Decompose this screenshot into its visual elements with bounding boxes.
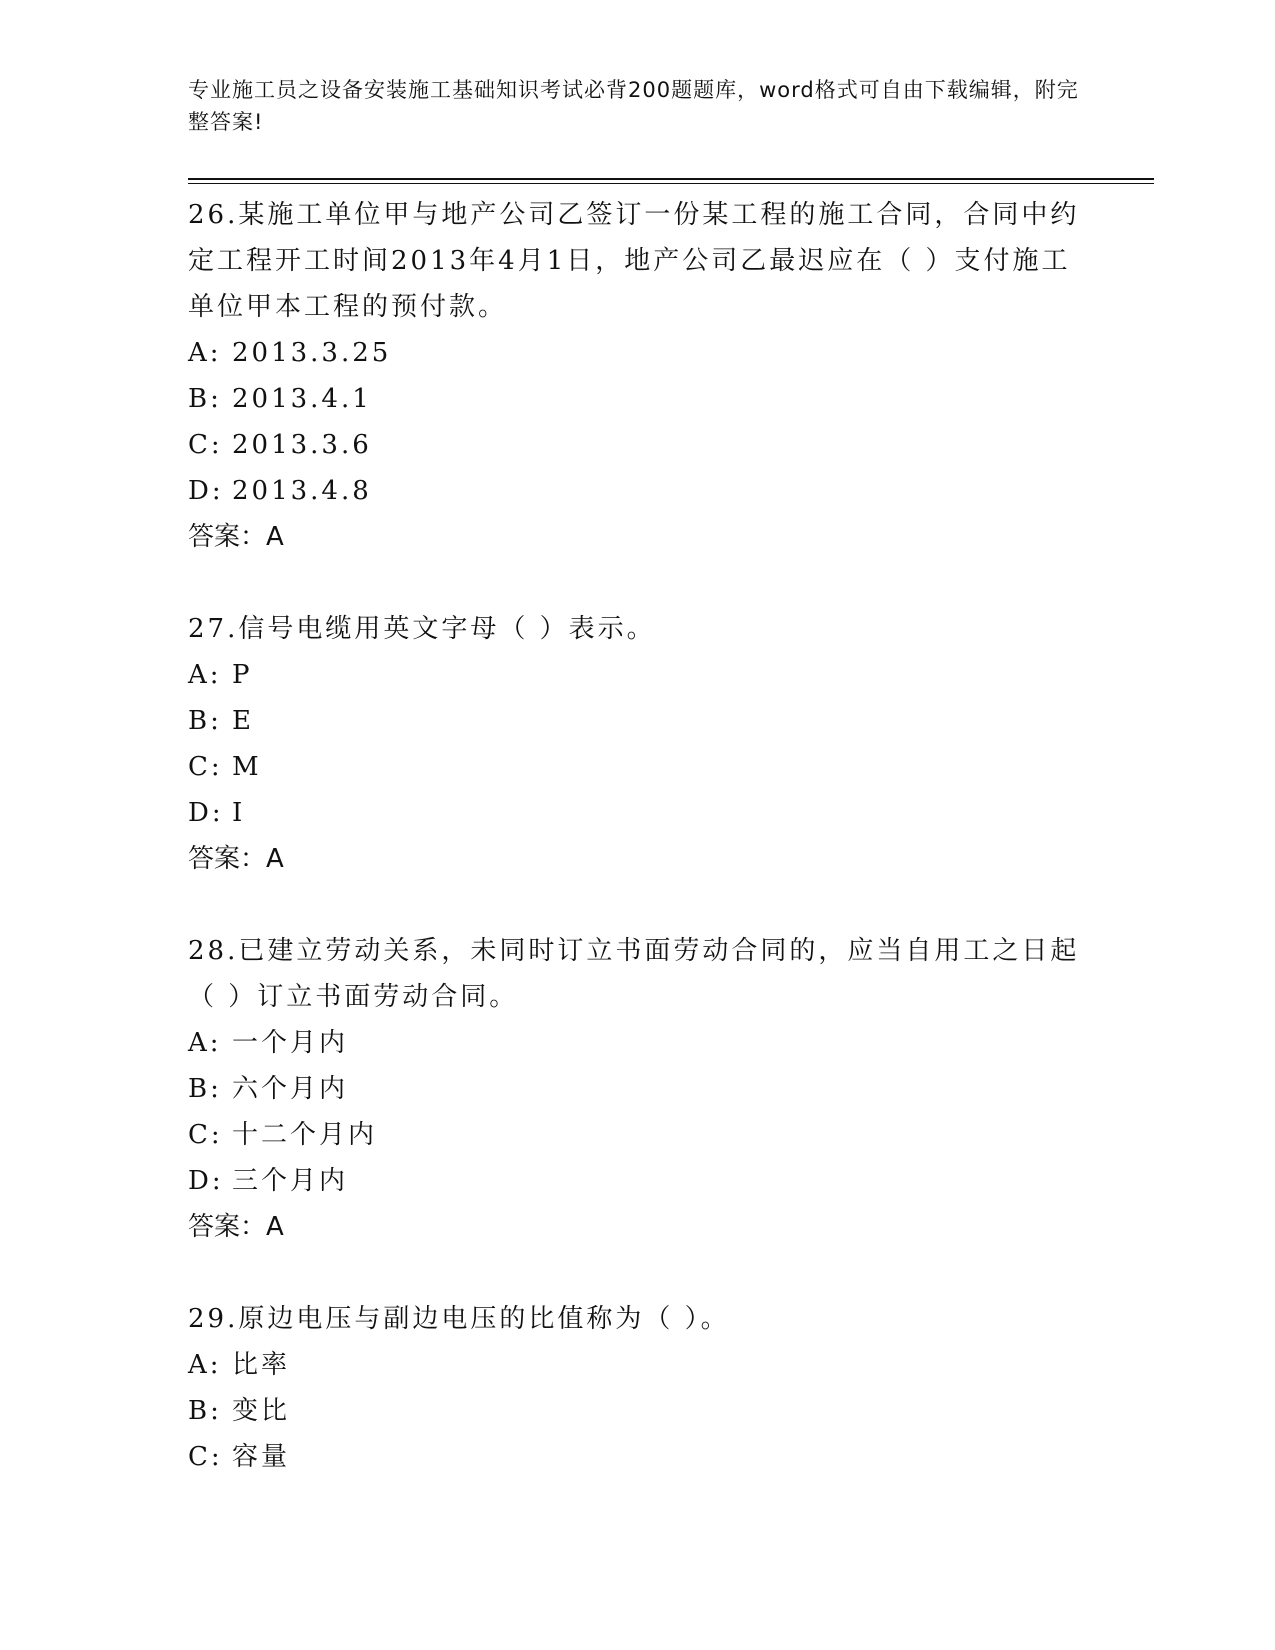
- answer-line: 答案：A: [188, 522, 284, 552]
- option-letter: D:: [188, 476, 224, 506]
- option-letter: C:: [188, 752, 223, 782]
- option-c: [188, 744, 1088, 790]
- option-text: M: [232, 752, 262, 782]
- option-letter: C:: [188, 1442, 223, 1472]
- option-b: [188, 1066, 1088, 1112]
- option-c: [188, 1112, 1088, 1158]
- option-text: E: [232, 706, 254, 736]
- option-letter: C:: [188, 430, 223, 460]
- question-27: [188, 606, 1088, 882]
- option-letter: A:: [188, 1028, 222, 1058]
- question-28: [188, 928, 1088, 1250]
- option-letter: B:: [188, 384, 222, 414]
- option-text: 三个月内: [232, 1166, 349, 1196]
- option-a: [188, 330, 1088, 376]
- header-rule-thick: [188, 178, 1154, 180]
- question-29: [188, 1296, 1088, 1480]
- option-b: [188, 376, 1088, 422]
- option-text: 比率: [232, 1350, 291, 1380]
- option-text: 六个月内: [232, 1074, 349, 1104]
- option-a: [188, 1342, 1088, 1388]
- option-b: [188, 1388, 1088, 1434]
- option-d: [188, 1158, 1088, 1204]
- option-letter: D:: [188, 1166, 224, 1196]
- header-rule-thin: [188, 183, 1154, 184]
- option-a: [188, 652, 1088, 698]
- option-letter: A:: [188, 338, 222, 368]
- option-d: [188, 468, 1088, 514]
- answer-line: 答案：A: [188, 844, 284, 874]
- question-list: [188, 192, 1088, 1526]
- option-letter: B:: [188, 1396, 222, 1426]
- option-letter: D:: [188, 798, 224, 828]
- option-letter: B:: [188, 706, 222, 736]
- option-letter: A:: [188, 1350, 222, 1380]
- question-stem: 28.已建立劳动关系，未同时订立书面劳动合同的，应当自用工之日起（ ）订立书面劳动合同。: [188, 936, 1080, 1012]
- option-text: 容量: [232, 1442, 291, 1472]
- option-text: 2013.3.25: [232, 338, 392, 368]
- option-a: [188, 1020, 1088, 1066]
- option-text: 十二个月内: [232, 1120, 378, 1150]
- question-stem: 27.信号电缆用英文字母（ ）表示。: [188, 614, 656, 644]
- option-text: 2013.4.1: [232, 384, 372, 414]
- option-letter: B:: [188, 1074, 222, 1104]
- option-d: [188, 790, 1088, 836]
- option-text: 2013.3.6: [232, 430, 372, 460]
- option-text: P: [232, 660, 253, 690]
- document-header: 专业施工员之设备安装施工基础知识考试必背200题题库，word格式可自由下载编辑，附完整答案!: [188, 78, 1079, 134]
- option-text: 变比: [232, 1396, 291, 1426]
- option-c: [188, 422, 1088, 468]
- option-letter: A:: [188, 660, 222, 690]
- answer-line: 答案：A: [188, 1212, 284, 1242]
- option-text: 2013.4.8: [232, 476, 372, 506]
- option-letter: C:: [188, 1120, 223, 1150]
- question-stem: 29.原边电压与副边电压的比值称为（ ）。: [188, 1304, 730, 1334]
- question-26: [188, 192, 1088, 560]
- question-stem: 26.某施工单位甲与地产公司乙签订一份某工程的施工合同，合同中约定工程开工时间2013年4月1日，地产公司乙最迟应在（ ）支付施工单位甲本工程的预付款。: [188, 200, 1080, 322]
- option-text: 一个月内: [232, 1028, 349, 1058]
- option-b: [188, 698, 1088, 744]
- option-text: I: [232, 798, 246, 828]
- option-c: [188, 1434, 1088, 1480]
